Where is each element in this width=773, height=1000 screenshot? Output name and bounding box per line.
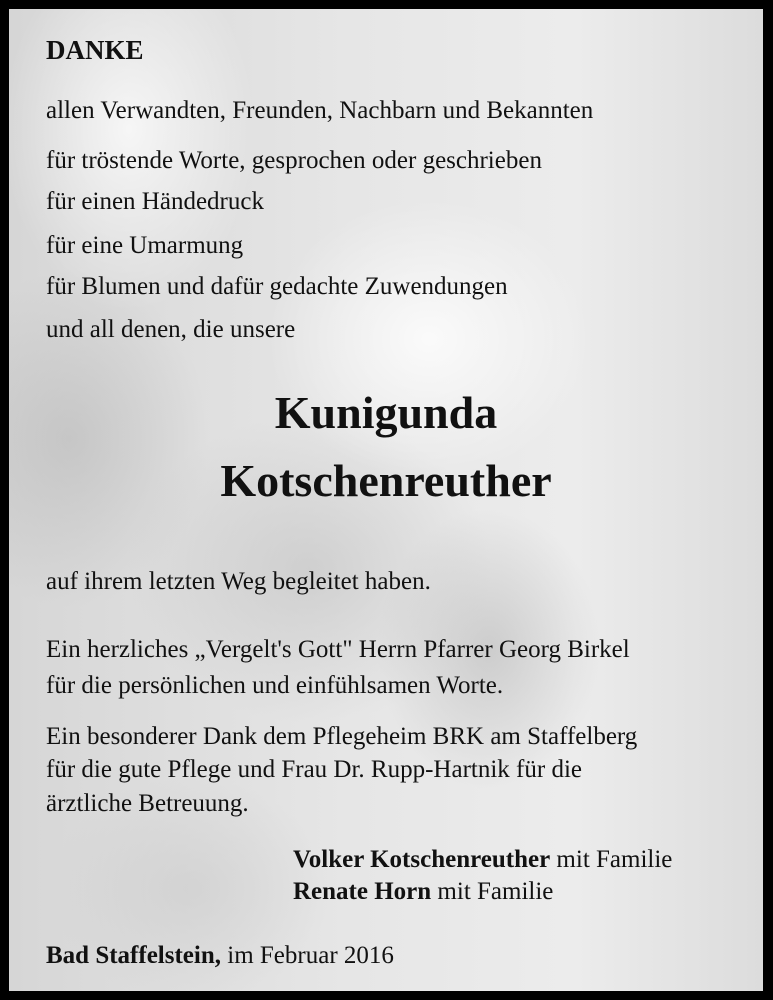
thanks-line: für eine Umarmung [46,232,244,259]
heading: DANKE [46,35,144,65]
thanks-line: und all denen, die unsere [46,316,296,343]
place: Bad Staffelstein, [46,942,221,969]
paragraph2-line: Ein besonderer Dank dem Pflegeheim BRK am Staffelberg [46,723,638,750]
notice-card [9,9,763,991]
after-name-line: auf ihrem letzten Weg begleitet haben. [46,568,431,595]
signature-line [293,879,553,904]
signature-line [293,847,672,872]
paragraph1-line: für die persönlichen und einfühlsamen Worte. [46,672,504,699]
signature-name: Volker Kotschenreuther [293,846,551,873]
deceased-first-name: Kunigunda [274,387,498,438]
place-date [46,943,394,968]
signature-name: Renate Horn [293,878,432,905]
paragraph2-line: ärztliche Betreuung. [46,790,249,817]
paragraph2-line: für die gute Pflege und Frau Dr. Rupp-Hartnik für die [46,756,582,783]
thanks-line: für tröstende Worte, gesprochen oder geschrieben [46,147,542,174]
signature-suffix: mit Familie [431,878,554,905]
thanks-line: für Blumen und dafür gedachte Zuwendungen [46,273,508,300]
deceased-last-name: Kotschenreuther [220,455,552,506]
signature-suffix: mit Familie [550,846,673,873]
date: im Februar 2016 [221,942,394,969]
paragraph1-line: Ein herzliches „Vergelt's Gott" Herrn Pfarrer Georg Birkel [46,636,630,663]
thanks-line: allen Verwandten, Freunden, Nachbarn und Bekannten [46,97,594,124]
thanks-line: für einen Händedruck [46,188,264,215]
